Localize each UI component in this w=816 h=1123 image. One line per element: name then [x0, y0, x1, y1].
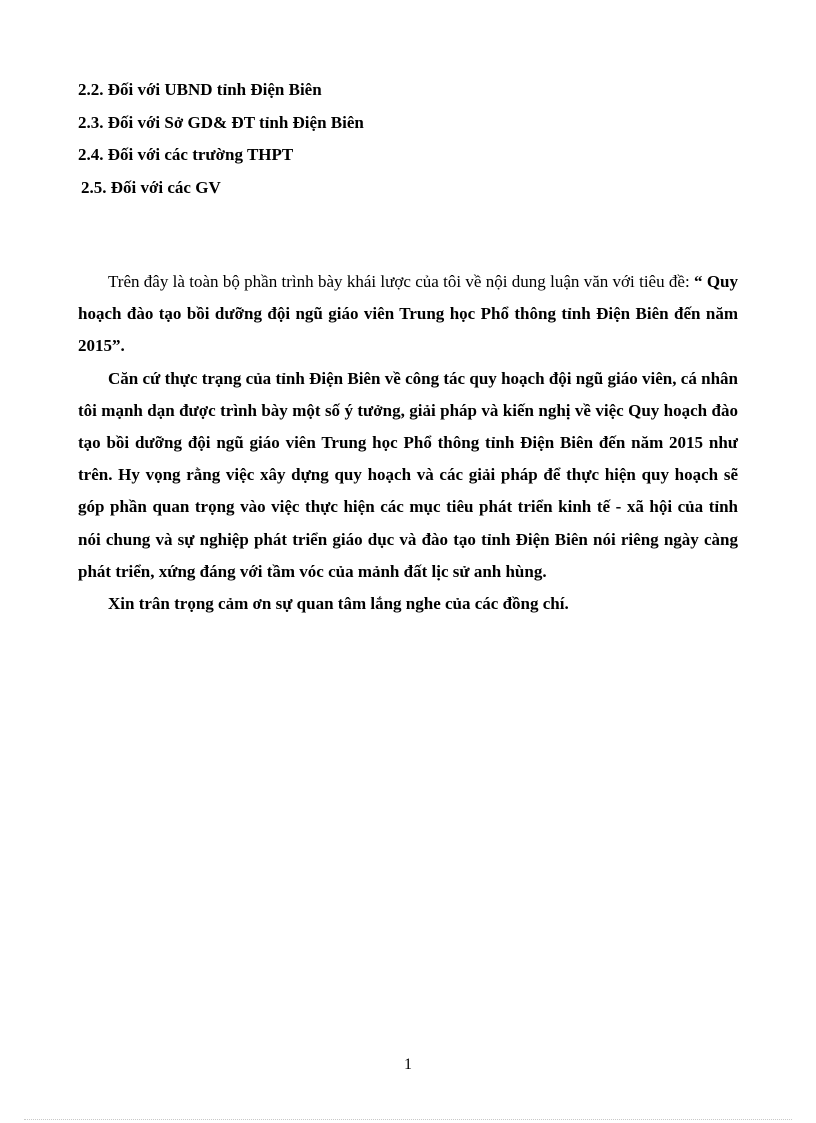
summary-intro-text: Trên đây là toàn bộ phần trình bày khái lược của tôi về nội dung luận văn với tiêu đề:	[108, 272, 694, 291]
page-number: 1	[404, 1056, 412, 1073]
page-bottom-divider	[24, 1119, 792, 1120]
heading-2-5: 2.5. Đối với các GV	[81, 177, 221, 197]
paragraph-summary	[78, 266, 738, 363]
heading-2-2: 2.2. Đối với UBND tỉnh Điện Biên	[78, 80, 322, 99]
paragraph-proposal: Căn cứ thực trạng của tỉnh Điện Biên về công tác quy hoạch đội ngũ giáo viên, cá nhân tôi mạnh dạn được trình bày một số ý tưởng, giải pháp và kiến nghị về việc Quy hoạch đào tạo bồi dưỡng đội ngũ giáo viên Trung học Phổ thông tỉnh Điện Biên đến năm 2015 như trên. Hy vọng rằng việc xây dựng quy hoạch và các giải pháp để thực hiện quy hoạch sẽ góp phần quan trọng vào việc thực hiện các mục tiêu phát triển kinh tế - xã hội của tỉnh nói chung và sự nghiệp phát triển giáo dục và đào tạo tỉnh Điện Biên nói riêng ngày càng phát triển, xứng đáng với tầm vóc của mảnh đất lịc sử anh hùng.	[78, 368, 738, 581]
thesis-title-text: “ Quy hoạch đào tạo bồi dưỡng đội ngũ giáo viên Trung học Phổ thông tỉnh Điện Biên đến năm 2015”.	[78, 272, 738, 356]
section-headings	[78, 74, 738, 204]
heading-2-3: 2.3. Đối với Sở GD& ĐT tỉnh Điện Biên	[78, 112, 364, 132]
conclusion-body	[78, 266, 738, 620]
paragraph-thanks: Xin trân trọng cảm ơn sự quan tâm lắng nghe của các đồng chí.	[108, 594, 569, 614]
heading-2-4: 2.4. Đối với các trường THPT	[78, 145, 294, 164]
